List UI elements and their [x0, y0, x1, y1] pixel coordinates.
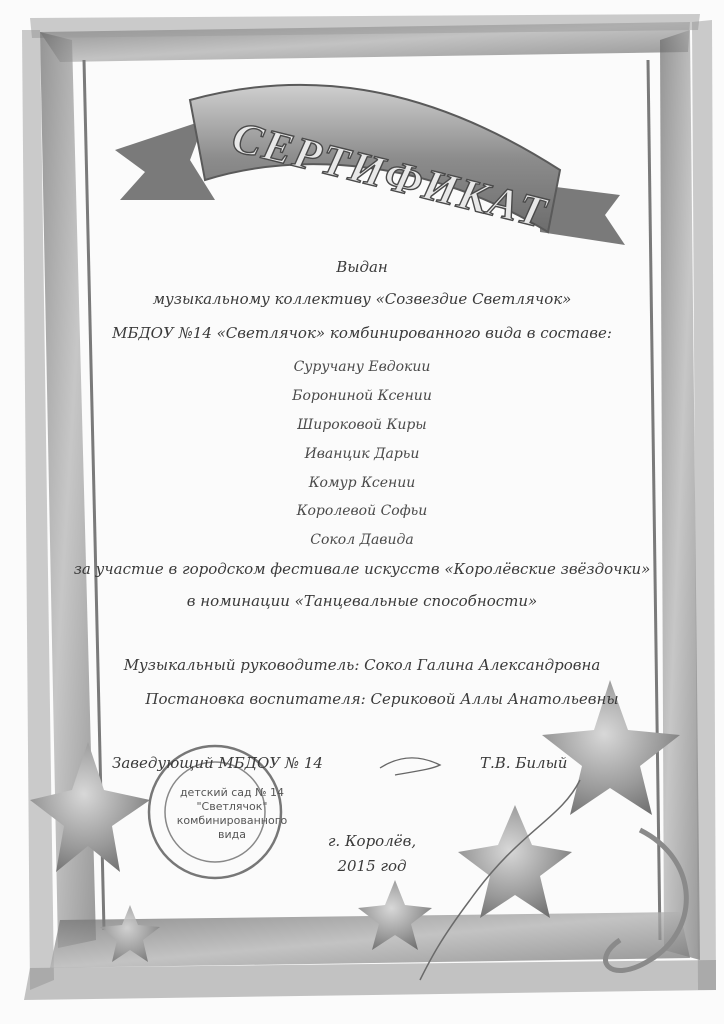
- reason-line: за участие в городском фестивале искусств «Королёвские звёздочки»: [73, 560, 651, 578]
- stamp-line: вида: [218, 828, 246, 841]
- head-name: Т.В. Билый: [480, 754, 568, 772]
- stamp-line: "Светлячок": [196, 800, 268, 813]
- member-name: Королевой Софьи: [296, 503, 428, 519]
- music-director-line: Музыкальный руководитель: Сокол Галина Александровна: [123, 656, 601, 674]
- member-name: Борониной Ксении: [292, 388, 432, 404]
- collective-line: музыкальному коллективу «Созвездие Светлячок»: [152, 290, 572, 308]
- stamp-line: детский сад № 14: [179, 786, 285, 799]
- member-name: Широковой Киры: [297, 417, 427, 433]
- nomination-line: в номинации «Танцевальные способности»: [186, 592, 538, 610]
- stamp-line: комбинированного: [176, 814, 288, 827]
- member-name: Суручану Евдокии: [293, 359, 431, 375]
- issued-label: Выдан: [336, 258, 388, 276]
- head-title: Заведующий МБДОУ № 14: [112, 754, 323, 772]
- certificate-title: СЕРТИФИКАТ: [227, 112, 553, 238]
- member-name: Комур Ксении: [308, 475, 416, 491]
- staging-line: Постановка воспитателя: Сериковой Аллы Анатольевны: [145, 690, 619, 708]
- member-name: Сокол Давида: [310, 532, 414, 548]
- institution-line: МБДОУ №14 «Светлячок» комбинированного вида в составе:: [112, 324, 612, 342]
- city-line: г. Королёв,: [327, 832, 417, 850]
- member-name: Иванцик Дарьи: [304, 446, 420, 462]
- year-line: 2015 год: [337, 857, 407, 875]
